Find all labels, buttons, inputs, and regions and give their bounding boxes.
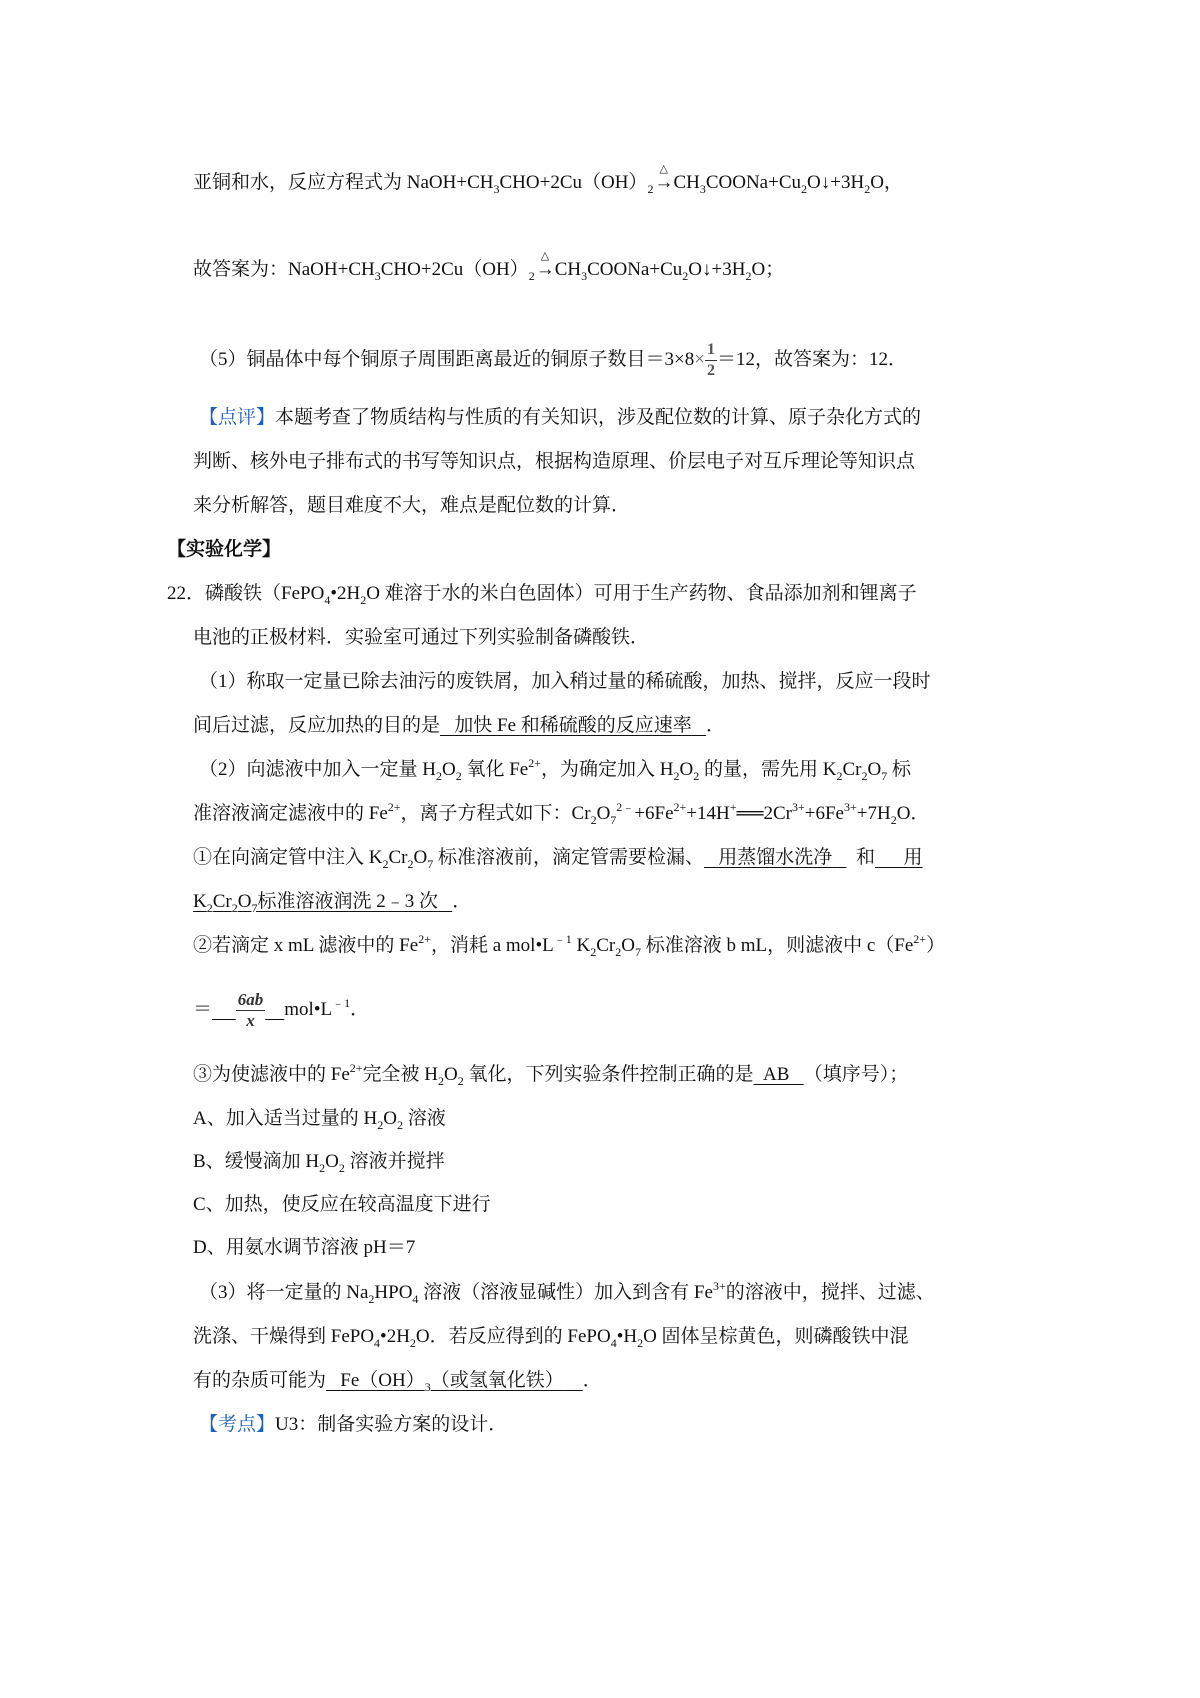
sub-3-line: ③为使滤液中的 $Fe^{2+}$完全被 $H_2O_2$ 氧化，下列实验条件控制正确的是 AB （填序号）； <box>193 1061 909 1088</box>
section-title: 【实验化学】 <box>167 539 282 560</box>
review-line-3: 来分析解答，题目难度不大，难点是配位数的计算． <box>193 495 631 516</box>
answer-blank-3: $K_2Cr_2O_7$标准溶液润洗 2﹣3 次 <box>193 891 438 915</box>
answer-blank-6: $Fe(OH)_3$（或氢氧化铁） <box>340 1370 564 1394</box>
part-2-line-2: 准溶液滴定滤液中的 $Fe^{2+}$，离子方程式如下：$Cr_2O_7^{2﹣}+6Fe^{2+}+14H^+══2Cr^{3+}+6Fe^{3+}+7H_2O$． <box>193 800 930 827</box>
question-22-line-1: 22．磷酸铁（$FePO_4•2H_2O$ 难溶于水的米白色固体）可用于生产药物、食品添加剂和锂离子 <box>167 583 917 607</box>
part-1-line-1: （1）称取一定量已除去油污的废铁屑，加入稍过量的稀硫酸，加热、搅拌，反应一段时 <box>199 671 931 692</box>
fraction-6ab-over-x: $\frac{6ab}{x}$ <box>237 990 264 1031</box>
question-number: 22． <box>167 583 206 604</box>
answer-5-line: （5）铜晶体中每个铜原子周围距离最近的铜原子数目＝3×8× $\frac{1}{2}$ ＝12，故答案为：12． <box>199 341 907 379</box>
review-paragraph: 【点评】本题考查了物质结构与性质的有关知识，涉及配位数的计算、原子杂化方式的 <box>199 407 922 428</box>
part-3-line-1: （3）将一定量的 $Na_2HPO_4$ 溶液（溶液显碱性）加入到含有 $Fe^{3+}$的溶液中，搅拌、过滤、 <box>199 1279 935 1306</box>
review-tag: 【点评】 <box>199 407 276 428</box>
option-c: C、加热，使反应在较高温度下进行 <box>193 1194 491 1215</box>
part-2-line-1: （2）向滤液中加入一定量 $H_2O_2$ 氧化 $Fe^{2+}$，为确定加入 $H_2O_2$ 的量，需先用 $K_2Cr_2O_7$ 标 <box>199 756 911 783</box>
heat-arrow-icon: △ → <box>535 250 555 280</box>
option-b: B、缓慢滴加 $H_2O_2$ 溶液并搅拌 <box>193 1151 445 1175</box>
fraction-half: $\frac{1}{2}$ <box>706 341 715 379</box>
text: 亚铜和水，反应方程式为 <box>193 172 403 193</box>
text: CHO+2Cu（OH） <box>499 172 648 193</box>
option-a: A、加入适当过量的 $H_2O_2$ 溶液 <box>193 1108 446 1132</box>
question-22-line-2: 电池的正极材料．实验室可通过下列实验制备磷酸铁． <box>193 627 650 648</box>
answer-blank-5: AB <box>763 1064 790 1085</box>
part-3-line-3: 有的杂质可能为 $Fe(OH)_3$（或氢氧化铁） ． <box>193 1370 602 1394</box>
answer-blank-3-start: 用 <box>903 847 923 868</box>
equation-line-2: 故答案为：$NaOH+CH_3CHO+2Cu(OH)_2$ △ $\to CH_3COONa+Cu_2O↓+3H_2O$； <box>193 250 785 283</box>
part-3-line-2: 洗涤、干燥得到 $FePO_4•2H_2O$．若反应得到的 $FePO_4•H_2O$ 固体呈棕黄色，则磷酸铁中混 <box>193 1326 909 1350</box>
option-d: D、用氨水调节溶液 pH＝7 <box>193 1237 416 1258</box>
heat-arrow-icon: △ → <box>654 163 674 193</box>
answer-blank-4 <box>212 990 284 1031</box>
knowledge-tag: 【考点】 <box>199 1414 276 1435</box>
answer-blank-2: 用蒸馏水洗净 <box>718 847 833 868</box>
knowledge-point: 【考点】U3：制备实验方案的设计． <box>199 1414 508 1435</box>
text: NaOH+CH <box>406 172 494 193</box>
part-1-line-2: 间后过滤，反应加热的目的是 加快 Fe 和稀硫酸的反应速率 ． <box>193 715 726 736</box>
answer-blank-1: 加快 Fe 和稀硫酸的反应速率 <box>454 715 692 736</box>
review-line-2: 判断、核外电子排布式的书写等知识点，根据构造原理、价层电子对互斥理论等知识点 <box>193 451 916 472</box>
sub-2-line-1: ②若滴定 x mL 滤液中的 $Fe^{2+}$，消耗 a $mol•L^{﹣1}$ $K_2Cr_2O_7$ 标准溶液 b mL，则滤液中 $c(Fe^{2+})$ <box>193 932 946 959</box>
sub-1-line-1: ①在向滴定管中注入 $K_2Cr_2O_7$ 标准溶液前，滴定管需要检漏、 用蒸馏水洗净 和 用 <box>193 847 923 871</box>
equation-line-1: 亚铜和水，反应方程式为 $NaOH+CH_3CHO+2Cu(OH)_2$ △ $\to CH_3COONa+Cu_2O↓+3H_2O$， <box>193 163 903 196</box>
sub-1-line-2: $K_2Cr_2O_7$标准溶液润洗 2﹣3 次 ． <box>193 891 472 915</box>
sub-2-line-2: ＝ $\frac{6ab}{x}$ $mol•L^{﹣1}$． <box>193 990 370 1031</box>
text: 故答案为： <box>193 259 289 280</box>
